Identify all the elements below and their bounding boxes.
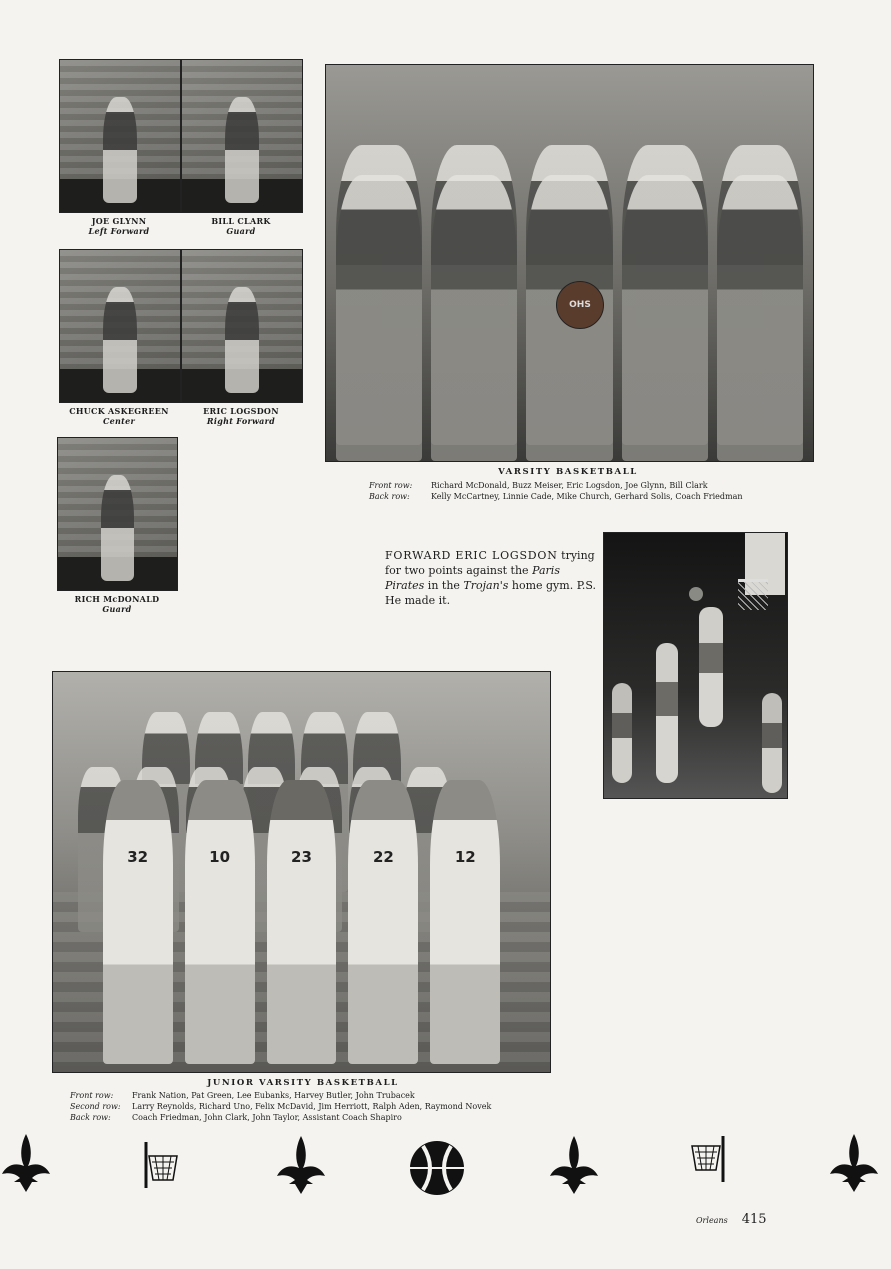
jv-front-row	[103, 780, 501, 1064]
action-photo	[603, 532, 788, 799]
photo-rich-mcdonald	[57, 437, 178, 591]
basketball-hoop-icon	[143, 1140, 179, 1190]
jv-roster: Front row: Frank Nation, Pat Green, Lee Eubanks, Harvey Butler, John Trubacek Second row: Larry Reynolds, Richard Uno, Felix McDavid, Jim Herriott, Ralph Aden, Raymond Novek Back row: Coach Friedman, John Clark, John Taylor, Assistant Coach Shapiro	[70, 1091, 492, 1122]
jv-heading: JUNIOR VARSITY BASKETBALL	[207, 1078, 399, 1088]
page-number: 415	[741, 1212, 767, 1227]
player-left	[612, 683, 632, 783]
caption-bill-clark: BILL CLARK Guard	[211, 216, 271, 236]
player-right	[762, 693, 782, 793]
player-jumping	[699, 607, 723, 727]
fleur-de-lis-icon	[548, 1134, 600, 1196]
player-defending	[656, 643, 678, 783]
publication-name: Orleans	[696, 1216, 728, 1225]
photo-chuck-askegreen	[59, 249, 181, 403]
action-caption: FORWARD ERIC LOGSDON trying for two points against the Paris Pirates in the Trojan's home gym. P.S. He made it.	[385, 549, 597, 607]
basketball-hoop-icon	[690, 1134, 726, 1184]
caption-chuck-askegreen: CHUCK ASKEGREEN Center	[69, 406, 169, 426]
hoop	[738, 579, 768, 610]
fleur-de-lis-icon	[275, 1134, 327, 1196]
fleur-de-lis-icon	[828, 1132, 880, 1194]
caption-rich-mcdonald: RICH McDONALD Guard	[74, 594, 160, 614]
jersey-number: 23	[291, 848, 312, 867]
jersey-number: 32	[127, 848, 149, 867]
photo-eric-logsdon	[181, 249, 303, 403]
varsity-team-photo	[325, 64, 814, 462]
fleur-de-lis-icon	[0, 1132, 52, 1194]
photo-bill-clark	[181, 59, 303, 213]
caption-joe-glynn: JOE GLYNN Left Forward	[88, 216, 150, 236]
jersey-number: 10	[209, 848, 231, 867]
caption-eric-logsdon: ERIC LOGSDON Right Forward	[203, 406, 279, 426]
varsity-roster: Front row: Richard McDonald, Buzz Meiser, Eric Logsdon, Joe Glynn, Bill Clark Back row: Kelly McCartney, Linnie Cade, Mike Church, Gerhard Solis, Coach Friedman	[369, 481, 743, 501]
basketball-icon	[409, 1140, 465, 1196]
jersey-number: 12	[454, 848, 476, 867]
jersey-number: 22	[372, 848, 394, 867]
basketball: OHS	[556, 281, 604, 329]
ball	[689, 587, 703, 601]
photo-joe-glynn	[59, 59, 181, 213]
page-folio	[696, 1212, 767, 1227]
jv-team-photo	[52, 671, 551, 1073]
varsity-heading: VARSITY BASKETBALL	[498, 467, 638, 477]
